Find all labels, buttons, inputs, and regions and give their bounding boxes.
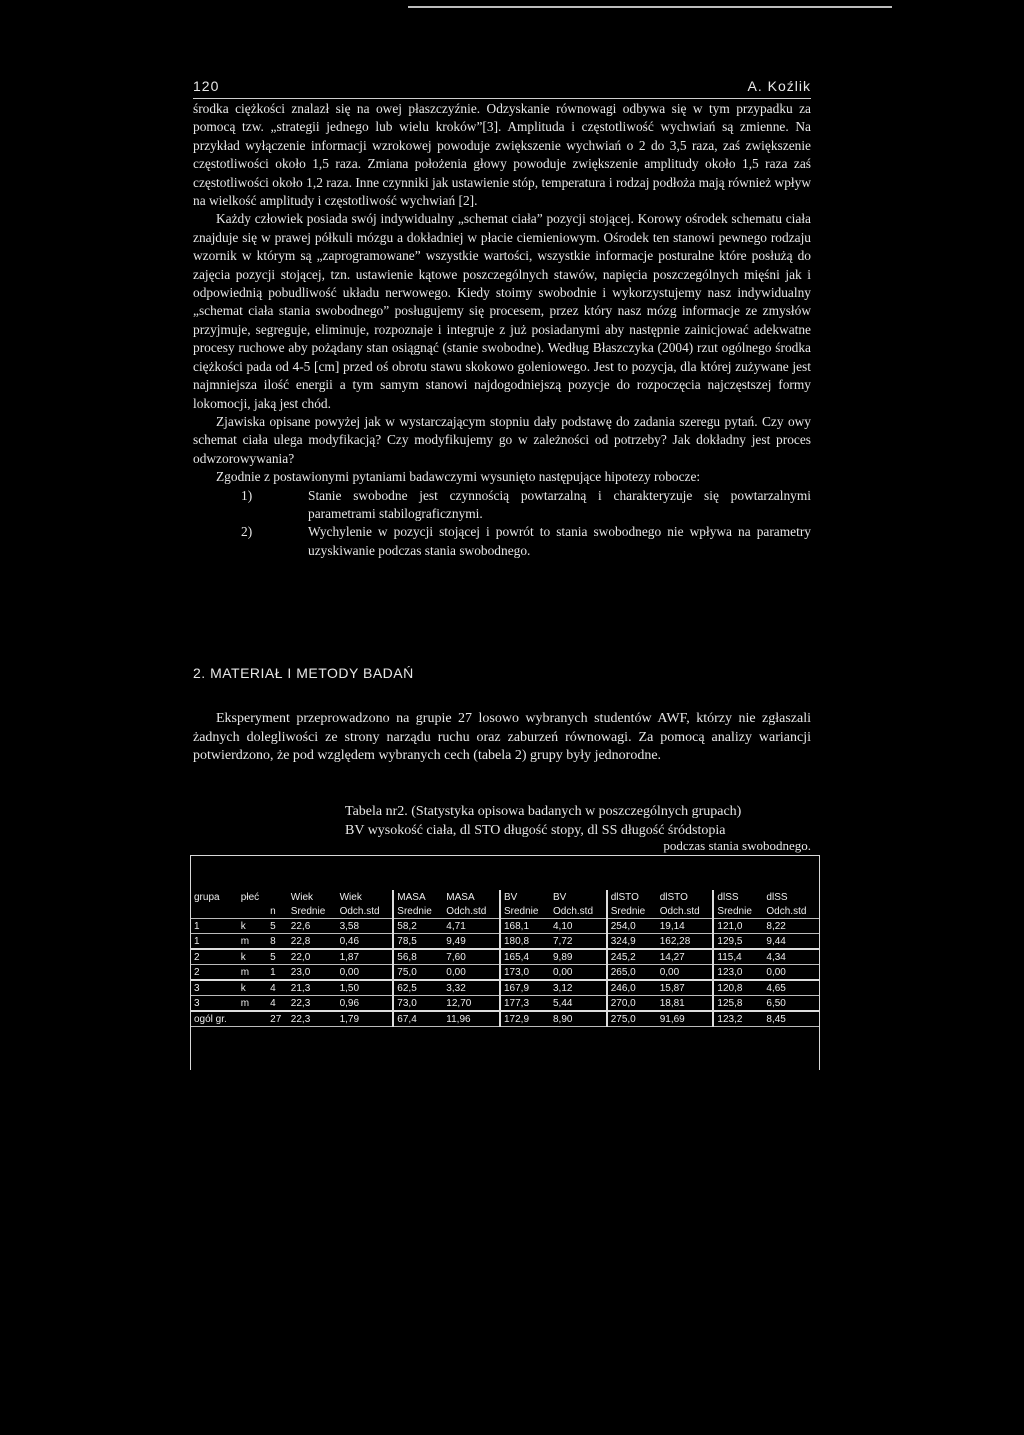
table-cell: 4 bbox=[267, 996, 288, 1012]
table-cell: 125,8 bbox=[713, 996, 763, 1012]
table-cell: 9,89 bbox=[550, 949, 607, 965]
hypothesis-text: Wychylenie w pozycji stojącej i powrót to stania swobodnego nie wpływa na parametry uzyskiwanie podczas stania swobodnego. bbox=[308, 524, 811, 558]
table-cell: 8,22 bbox=[763, 919, 819, 934]
table-cell: 265,0 bbox=[607, 965, 657, 981]
paragraph: środka ciężkości znalazł się na owej płaszczyźnie. Odzyskanie równowagi odbywa się w tym przypadku za pomocą tzw. „strategii jednego lub wielu kroków”[3]. Amplituda i częstotliwość wychwiań są zmienne. Na przykład wyłączenie informacji wzrokowej powoduje zwiększenie wychwiań o 2 do 3,5 raza, zaś zwiększenie częstotliwości około 1,5 raza. Zmiana położenia głowy powoduje zwiększenie amplitudy około 1,5 raza zaś częstotliwości około 1,2 raza. Inne czynniki jak ustawienie stóp, temperatura i rodzaj podłoża mają również wpływ na wielkość amplitudy i częstotliwość wychwiań [2]. bbox=[193, 101, 811, 209]
table-cell: 275,0 bbox=[607, 1011, 657, 1027]
table-header-row bbox=[191, 904, 819, 919]
hypothesis-number: 1) bbox=[241, 487, 253, 503]
table-cell: 4,10 bbox=[550, 919, 607, 934]
column-header bbox=[238, 904, 267, 919]
table-frame bbox=[190, 855, 820, 1070]
table-body bbox=[191, 919, 819, 1027]
table-cell: 3 bbox=[191, 980, 238, 996]
table-cell: 22,0 bbox=[288, 949, 337, 965]
table-cell: 3,12 bbox=[550, 980, 607, 996]
table-cell: 172,9 bbox=[500, 1011, 550, 1027]
column-header: Odch.std bbox=[550, 904, 607, 919]
caption-line: podczas stania swobodnego. bbox=[663, 838, 811, 853]
table-cell: 0,00 bbox=[443, 965, 500, 981]
table-cell: 91,69 bbox=[657, 1011, 714, 1027]
column-header: n bbox=[267, 904, 288, 919]
table-cell: 21,3 bbox=[288, 980, 337, 996]
page-number: 120 bbox=[193, 78, 220, 94]
table-cell bbox=[238, 1011, 267, 1027]
section-heading: 2. MATERIAŁ I METODY BADAŃ bbox=[193, 665, 414, 681]
column-header bbox=[267, 890, 288, 904]
table-cell: 27 bbox=[267, 1011, 288, 1027]
column-header: BV bbox=[500, 890, 550, 904]
table-cell: 3,58 bbox=[337, 919, 394, 934]
column-header: płeć bbox=[240, 891, 260, 903]
table-cell: 9,44 bbox=[763, 934, 819, 950]
table-cell: 7,72 bbox=[550, 934, 607, 950]
hypothesis-number: 2) bbox=[241, 524, 253, 540]
table-cell: 0,46 bbox=[337, 934, 394, 950]
table-cell: 5 bbox=[267, 949, 288, 965]
table-cell: 0,96 bbox=[337, 996, 394, 1012]
table-cell: 3,32 bbox=[443, 980, 500, 996]
table-header-row bbox=[191, 890, 819, 904]
table-cell: 7,60 bbox=[443, 949, 500, 965]
hypothesis-item bbox=[193, 523, 811, 560]
table-cell: 168,1 bbox=[500, 919, 550, 934]
column-header: Srednie bbox=[713, 904, 763, 919]
table-cell: 22,3 bbox=[288, 996, 337, 1012]
table-cell: 1 bbox=[191, 919, 238, 934]
table-cell: 167,9 bbox=[500, 980, 550, 996]
table-cell: 129,5 bbox=[713, 934, 763, 950]
column-header: dlSS bbox=[713, 890, 763, 904]
column-header bbox=[191, 904, 238, 919]
table-cell: 120,8 bbox=[713, 980, 763, 996]
table-cell: 22,3 bbox=[288, 1011, 337, 1027]
table-cell: 4,71 bbox=[443, 919, 500, 934]
table-cell: 4 bbox=[267, 980, 288, 996]
body-text bbox=[193, 100, 811, 560]
caption-line: Tabela nr2. (Statystyka opisowa badanych w poszczególnych grupach) bbox=[345, 804, 742, 819]
table-row bbox=[191, 996, 819, 1012]
column-header: grupa bbox=[194, 891, 220, 903]
column-header: Srednie bbox=[607, 904, 657, 919]
table-row bbox=[191, 965, 819, 981]
table-cell: 162,28 bbox=[657, 934, 714, 950]
table-cell: 177,3 bbox=[500, 996, 550, 1012]
table-cell: 23,0 bbox=[288, 965, 337, 981]
table-cell: 121,0 bbox=[713, 919, 763, 934]
table-cell: 73,0 bbox=[393, 996, 443, 1012]
table-cell: k bbox=[238, 919, 267, 934]
column-header: Odch.std bbox=[337, 904, 394, 919]
table-cell: 270,0 bbox=[607, 996, 657, 1012]
column-header: Odch.std bbox=[763, 904, 819, 919]
table-cell: 1 bbox=[267, 965, 288, 981]
table-cell: 12,70 bbox=[443, 996, 500, 1012]
hypothesis-list bbox=[193, 487, 811, 561]
table-cell: 62,5 bbox=[393, 980, 443, 996]
table-cell: 4,65 bbox=[763, 980, 819, 996]
table-row bbox=[191, 1011, 819, 1027]
column-header: Wiek bbox=[339, 891, 362, 903]
running-author: A. Koźlik bbox=[747, 78, 811, 94]
table-cell: 18,81 bbox=[657, 996, 714, 1012]
table-cell: m bbox=[238, 934, 267, 950]
table-cell: 8,90 bbox=[550, 1011, 607, 1027]
table-cell: 165,4 bbox=[500, 949, 550, 965]
table-cell: 8 bbox=[267, 934, 288, 950]
table-row bbox=[191, 919, 819, 934]
table-cell: 15,87 bbox=[657, 980, 714, 996]
table-cell: 173,0 bbox=[500, 965, 550, 981]
header-rule bbox=[193, 98, 811, 99]
table-caption bbox=[345, 802, 811, 855]
top-rule bbox=[408, 6, 892, 8]
paragraph: Każdy człowiek posiada swój indywidualny „schemat ciała” pozycji stojącej. Korowy ośrodek schematu ciała znajduje się w prawej półkuli mózgu a dokładniej w płacie ciemieniowym. Ośrodek ten stanowi pewnego rodzaju wzornik w którym są „zaprogramowane” wszystkie wartości, wszystkie informacje posturalne które posłużą do zajęcia pozycji stojącej, tzn. ustawienie kątowe poszczególnych stawów, napięcia poszczególnych mięśni jak i odpowiednią pobudliwość układu nerwowego. Kiedy stoimy swobodnie i wykorzystujemy nasz indywidualny „schemat ciała stania swobodnego” posługujemy się procesem, przez który nasz mózg informacje ze zmysłów przyjmuje, segreguje, eliminuje, rozpoznaje i integruje z już posiadanymi aby następnie zainicjować adekwatne procesy ruchowe aby pożądany stan osiągnąć (stanie swobodne). Według Błaszczyka (2004) rzut ogólnego środka ciężkości pada od 4-5 [cm] przed oś obrotu stawu skokowo goleniowego. Jest to pozycja, dla której zużywane jest najmniejsza ilość energii a tym samym stanowi najdogodniejszą pozycje do rozpoczęcia najczęstszej formy lokomocji, jaką jest chód. bbox=[193, 211, 811, 411]
table-cell: 0,00 bbox=[337, 965, 394, 981]
column-header: dlSTO bbox=[607, 890, 657, 904]
table-cell: 2 bbox=[191, 949, 238, 965]
column-header: Srednie bbox=[288, 904, 337, 919]
table-cell: 0,00 bbox=[657, 965, 714, 981]
table-cell: 75,0 bbox=[393, 965, 443, 981]
table-cell: 14,27 bbox=[657, 949, 714, 965]
table-cell: 8,45 bbox=[763, 1011, 819, 1027]
column-header: dlSS bbox=[766, 891, 788, 903]
table-cell: m bbox=[238, 965, 267, 981]
column-header: BV bbox=[553, 891, 567, 903]
hypothesis-text: Stanie swobodne jest czynnością powtarzalną i charakteryzuje się powtarzalnymi parametrami stabilograficznymi. bbox=[308, 487, 811, 521]
table-cell: 22,8 bbox=[288, 934, 337, 950]
column-header: Srednie bbox=[500, 904, 550, 919]
column-header: dlSTO bbox=[659, 891, 688, 903]
column-header: Odch.std bbox=[443, 904, 500, 919]
hypothesis-item bbox=[193, 487, 811, 524]
table-cell: k bbox=[238, 949, 267, 965]
table-cell: 1 bbox=[191, 934, 238, 950]
caption-line: BV wysokość ciała, dl STO długość stopy, dl SS długość śródstopia bbox=[345, 823, 726, 838]
table-cell: 78,5 bbox=[393, 934, 443, 950]
column-header: MASA bbox=[446, 891, 475, 903]
column-header: MASA bbox=[393, 890, 443, 904]
table-cell: 115,4 bbox=[713, 949, 763, 965]
table-cell: 67,4 bbox=[393, 1011, 443, 1027]
column-header: Odch.std bbox=[657, 904, 714, 919]
table-row bbox=[191, 934, 819, 950]
table-cell: m bbox=[238, 996, 267, 1012]
table-cell: 3 bbox=[191, 996, 238, 1012]
table-cell: 180,8 bbox=[500, 934, 550, 950]
table-cell: 19,14 bbox=[657, 919, 714, 934]
table-cell: 6,50 bbox=[763, 996, 819, 1012]
table-cell: 324,9 bbox=[607, 934, 657, 950]
table-cell: 9,49 bbox=[443, 934, 500, 950]
column-header: Srednie bbox=[393, 904, 443, 919]
table-cell: 1,87 bbox=[337, 949, 394, 965]
column-header: Wiek bbox=[290, 891, 314, 903]
table-cell: 123,0 bbox=[713, 965, 763, 981]
table-cell: 2 bbox=[191, 965, 238, 981]
table-cell: 4,34 bbox=[763, 949, 819, 965]
table-cell: 5,44 bbox=[550, 996, 607, 1012]
table-row bbox=[191, 980, 819, 996]
table-cell: 11,96 bbox=[443, 1011, 500, 1027]
table-cell: k bbox=[238, 980, 267, 996]
table-cell: 1,79 bbox=[337, 1011, 394, 1027]
table-cell: 0,00 bbox=[550, 965, 607, 981]
table-cell: 22,6 bbox=[288, 919, 337, 934]
table-cell: 0,00 bbox=[763, 965, 819, 981]
table-row bbox=[191, 949, 819, 965]
table-cell: 246,0 bbox=[607, 980, 657, 996]
table-cell: 56,8 bbox=[393, 949, 443, 965]
table-cell: 123,2 bbox=[713, 1011, 763, 1027]
section-paragraph: Eksperyment przeprowadzono na grupie 27 losowo wybranych studentów AWF, którzy nie zgłaszali żadnych dolegliwości ze strony narządu ruchu oraz zaburzeń równowagi. Za pomocą analizy wariancji potwierdzono, że pod względem wybranych cech (tabela 2) grupy były jednorodne. bbox=[193, 711, 811, 764]
table-cell: 58,2 bbox=[393, 919, 443, 934]
table-cell: ogól gr. bbox=[191, 1011, 238, 1027]
table-cell: 1,50 bbox=[337, 980, 394, 996]
statistics-table bbox=[191, 890, 819, 1027]
paragraph: Zgodnie z postawionymi pytaniami badawczymi wysunięto następujące hipotezy robocze: bbox=[216, 469, 701, 485]
paragraph: Zjawiska opisane powyżej jak w wystarczającym stopniu dały podstawę do zadania szeregu pytań. Czy owy schemat ciała ulega modyfikacją? Czy modyfikujemy go w zależności od potrzeby? Jak dokładny jest proces odwzorowywania? bbox=[193, 413, 811, 466]
table-cell: 245,2 bbox=[607, 949, 657, 965]
table-cell: 5 bbox=[267, 919, 288, 934]
table-cell: 254,0 bbox=[607, 919, 657, 934]
